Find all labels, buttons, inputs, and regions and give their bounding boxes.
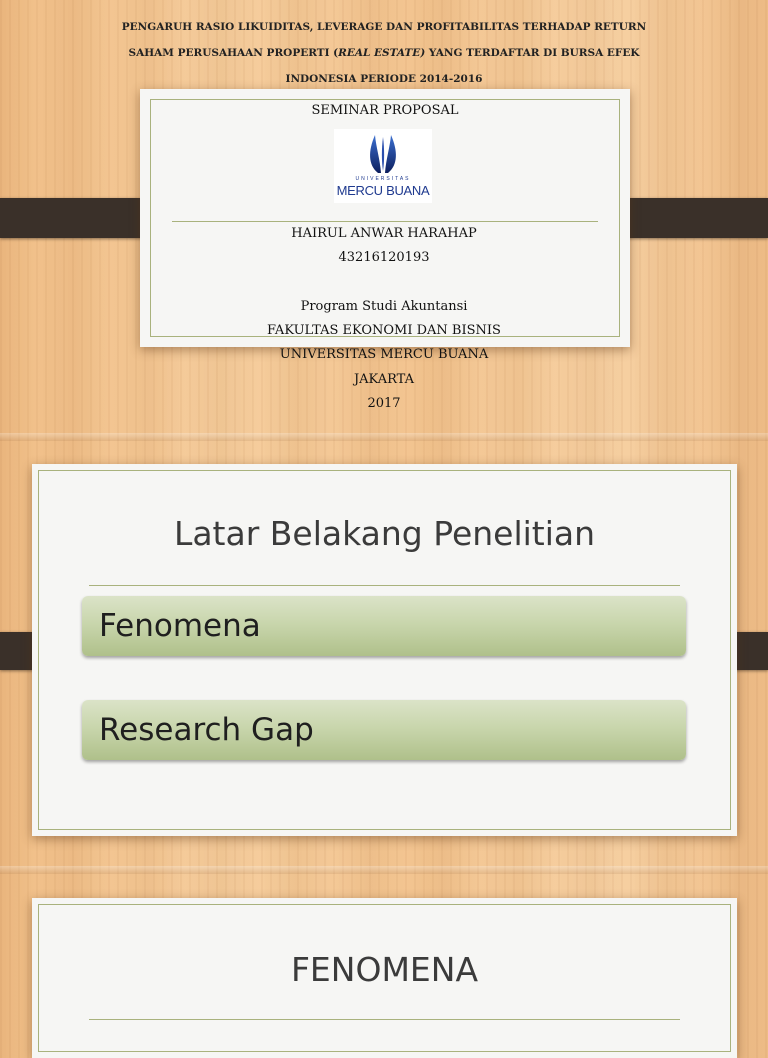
logo-caption-small: UNIVERSITAS — [355, 176, 411, 182]
content-card — [32, 464, 737, 836]
thesis-title-line-2 — [80, 40, 688, 66]
thesis-title-italic: REAL ESTATE) — [338, 47, 426, 59]
year: 2017 — [367, 396, 401, 412]
thesis-title-line-1: PENGARUH RASIO LIKUIDITAS, LEVERAGE DAN PROFITABILITAS TERHADAP RETURN — [121, 21, 647, 33]
student-id: 43216120193 — [338, 250, 430, 266]
section-card — [32, 898, 737, 1058]
logo-caption-big: MERCU BUANA — [336, 183, 430, 198]
faculty: FAKULTAS EKONOMI DAN BISNIS — [267, 323, 501, 339]
slide-title: Latar Belakang Penelitian — [173, 514, 596, 553]
slide-separator — [0, 866, 768, 874]
thesis-title-line-2-end: YANG TERDAFTAR DI BURSA EFEK — [425, 47, 640, 59]
research-gap-button[interactable]: Research Gap — [82, 700, 686, 760]
author-info — [100, 222, 668, 416]
mercu-buana-flame-logo-icon — [334, 129, 432, 177]
thesis-title — [80, 14, 688, 92]
author-name: HAIRUL ANWAR HARAHAP — [291, 226, 477, 241]
divider — [89, 585, 680, 586]
university-logo — [334, 129, 432, 203]
divider — [89, 1019, 680, 1020]
slide-separator — [0, 433, 768, 441]
seminar-label: SEMINAR PROPOSAL — [311, 103, 459, 118]
university: UNIVERSITAS MERCU BUANA — [279, 347, 489, 363]
city: JAKARTA — [353, 371, 415, 387]
thesis-title-line-3: INDONESIA PERIODE 2014-2016 — [285, 73, 483, 85]
blank-line — [100, 271, 668, 295]
thesis-title-line-2-start: SAHAM PERUSAHAAN PROPERTI ( — [128, 47, 339, 59]
study-program: Program Studi Akuntansi — [300, 298, 468, 314]
slide-title: FENOMENA — [290, 950, 479, 989]
fenomena-button[interactable]: Fenomena — [82, 596, 686, 656]
